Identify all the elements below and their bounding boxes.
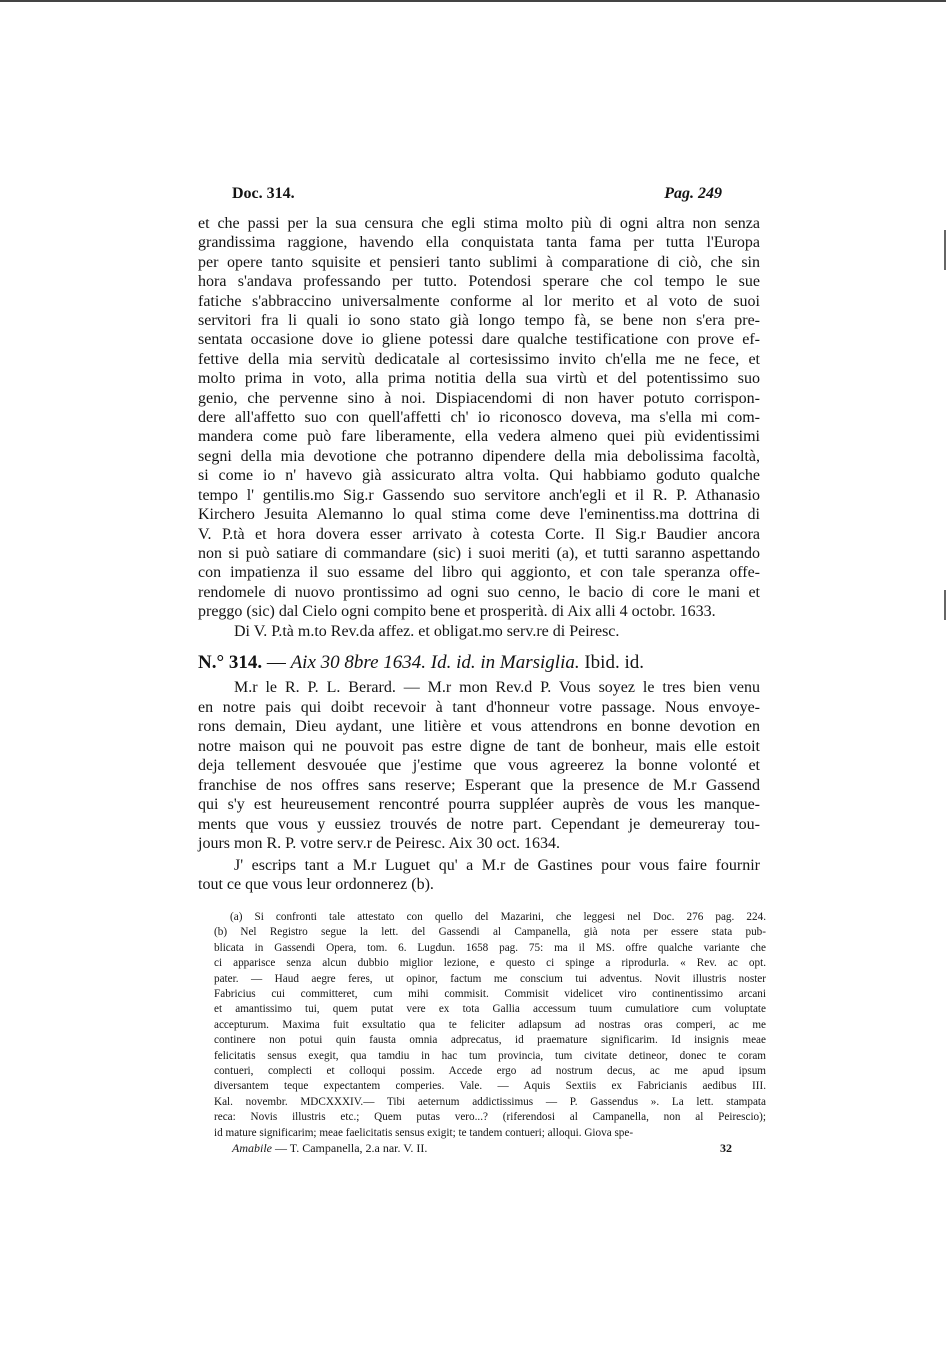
text-line: Kal. novembr. MDCXXXIV.— Tibi aeternum addictissimus — P. Gassendus ». La lett. stampata — [214, 1095, 766, 1108]
page-header — [232, 185, 722, 209]
scan-top-edge — [0, 0, 946, 2]
text-line: (a) Si confronti tale attestato con quello del Mazarini, che leggesi nel Doc. 276 pag. 224. — [230, 911, 766, 923]
text-line: Kirchero Jesuita Alemanno lo qual stima come deve l'eminentiss.ma dottrina di — [198, 506, 760, 524]
text-line: reca: Novis illustris etc.; Quem putas vero...? (riferendosi al Campanella, non al Peirescio); — [214, 1111, 766, 1124]
text-line: et amantissimo tui, quem putat vere ex tota Gallia accessum tuum cumulatiore cum voluptate — [214, 1003, 766, 1016]
text-line: felicitatis sensus exegit, qua tamdiu in hac tum provincia, tum civitate detineor, donec te coram — [214, 1049, 766, 1062]
page-label: Pag. 249 — [664, 185, 722, 202]
text-line: accepturum. Maxima fuit exsultatio qua te feliciter adlapsum ad nostras oras comperi, ac me — [214, 1018, 766, 1031]
section-dash: — — [262, 652, 291, 673]
section-paragraph — [198, 678, 760, 854]
signature-number: 32 — [720, 1141, 732, 1155]
text-line: fettive della mia servitù dedicatale al cortesissimo invito ch'ella me ne fece, et — [198, 350, 760, 368]
text-line: blicata in Gassendi Opera, tom. 6. Lugdun. 1658 pag. 75: ma il MS. offre qualche variante che — [214, 941, 766, 954]
footer-author: Amabile — [232, 1141, 272, 1155]
text-line: deja tellement desvouée que j'estime que vous agreerez la bonne volonté et — [198, 757, 760, 774]
text-line: Fabricius cui committeret, cum mihi commisit. Commisit videlicet viro continentissimo arcani — [214, 988, 766, 1001]
text-line: per opere tanto squisite et pensieri tanto sublimi à comparatione di ciò, che sin — [198, 253, 760, 271]
text-line: fatiche s'abbraccino universalmente conforme al lor merito et al voto de suoi — [198, 292, 760, 310]
section-heading — [198, 650, 760, 676]
text-line: notre maison qui ne pouvoit pas estre digne de tant de bonheur, mais elle estoit — [198, 737, 760, 755]
letter-body — [198, 214, 760, 641]
text-line: genio, che pervenne sino à noi. Dispiacendomi di non haver potuto corrispon- — [198, 389, 760, 407]
text-line: pater. — Haud aegre feres, ut opinor, factum me conscium tui adventus. Novit illustris noster — [214, 972, 766, 985]
text-line: M.r le R. P. L. Berard. — M.r mon Rev.d P. Vous soyez le tres bien venu — [234, 679, 760, 696]
footnotes — [214, 910, 766, 1141]
text-line: sentata occasione dove io gliene potessi dare qualche testificatione con prove ef- — [198, 331, 760, 349]
page-footer — [232, 1141, 732, 1157]
text-line: rons demain, Dieu aydant, une litière et vous attendrons en bonne devotion en — [198, 718, 760, 735]
text-line: ments que vous y eussiez trouvés de notre part. Cependant je demeureray tou- — [198, 815, 760, 833]
text-line: servitori fra li quali io sono stato già longo tempo fà, se bene non s'era pre- — [198, 312, 760, 330]
text-line: molto prima in voto, alla prima notitia della sua virtù et del potentissimo suo — [198, 370, 760, 388]
text-line: tout ce que vous leur ordonnerez (b). — [198, 876, 434, 893]
footer-title: — T. Campanella, 2.a nar. V. II. — [272, 1141, 428, 1155]
text-line: grandissima raggione, havendo ella conquistata tanta fama per tutta l'Europa — [198, 234, 760, 252]
text-line: (b) Nel Registro segue la lett. del Gassendi al Campanella, già nota per essere stata pub- — [214, 926, 766, 939]
text-line: si come io n' havevo già assicurato altra volta. Qui habbiamo goduto qualche — [198, 467, 760, 485]
letter-paragraph — [198, 214, 760, 622]
text-line: rendomele di nuovo prontissimo ad ogni suo cenno, le bacio di core le mani et — [198, 583, 760, 601]
text-line: jours mon R. P. votre serv.r de Peiresc. Aix 30 oct. 1634. — [198, 835, 561, 852]
doc-label: Doc. 314. — [232, 185, 295, 202]
letter-closing — [198, 622, 760, 641]
text-line: et che passi per la sua censura che egli stima molto più di ogni altra non senza — [198, 215, 760, 232]
text-line: non si può satiare di commandare (sic) i suoi meriti (a), et tutti saranno aspettando — [198, 544, 760, 562]
text-line: id mature significarim; meae faelicitatis sensus exigit; te tandem contueri; alloqui. Giova spe- — [214, 1126, 634, 1139]
text-line: V. P.tà et hora dovera esser arrivato à cotesta Corte. Il Sig.r Baudier ancora — [198, 525, 760, 543]
text-line: mandera come può fare liberamente, ella vedera almeno quei più evidentissimi — [198, 428, 760, 446]
text-line: con impatienza il suo essame del libro qui aggionto, et con tale speranza offe- — [198, 564, 760, 582]
closing-line: Di V. P.tà m.to Rev.da affez. et obligat.mo serv.re di Peiresc. — [234, 622, 620, 640]
text-line: segni della mia devotione che potranno dipendere della mia debolissima facoltà, — [198, 447, 760, 465]
text-line: contueri, complecti et colloqui possim. Accede ergo ad nostrum decus, ac me apud ipsum — [214, 1065, 766, 1078]
section-title: Aix 30 8bre 1634. Id. id. in Marsiglia. — [290, 652, 580, 673]
text-line: preggo (sic) dal Cielo ogni compito bene et prosperità. di Aix alli 4 octobr. 1633. — [198, 603, 716, 621]
text-line: tempo l' gentilis.mo Sig.r Gassendo suo servitore anch'egli et il R. P. Athanasio — [198, 486, 760, 504]
text-line: en notre pais qui doibt recevoir à tant d'honneur votre passage. Nous envoye- — [198, 698, 760, 716]
section-postscript — [198, 856, 760, 895]
text-line: franchise de nos offres sans reserve; Esperant que la presence de M.r Gassend — [198, 776, 760, 794]
text-line: diversantem teque expectantem comperies. Vale. — Aquis Sextiis ex Fabricianis aedibus III. — [214, 1080, 766, 1093]
section-number: N.° 314. — [198, 652, 263, 673]
text-line: ci apparisce senza alcun dubbio miglior lezione, e questo ci spinge a riprodurla. « Rev. ac opt. — [214, 957, 766, 970]
section-source: Ibid. id. — [579, 652, 644, 673]
text-line: continere non potui quin fausta omnia adprecatus, id praemature significarim. Id insignis meae — [214, 1034, 766, 1047]
footer-signature — [232, 1141, 427, 1156]
text-line: J' escrips tant a M.r Luguet qu' a M.r de Gastines pour vous faire fournir — [234, 856, 760, 874]
text-line: hora s'andava professando per tutto. Potendosi sperare che col tempo le sue — [198, 273, 760, 291]
text-line: dere all'affetto suo con quell'affetti ch' io riconosco doveva, ma s'ella mi com- — [198, 409, 760, 427]
document-314 — [198, 650, 760, 895]
text-line: qui s'y est heureusement rencontré pourra suppléer auprès de vous les manque- — [198, 796, 760, 813]
